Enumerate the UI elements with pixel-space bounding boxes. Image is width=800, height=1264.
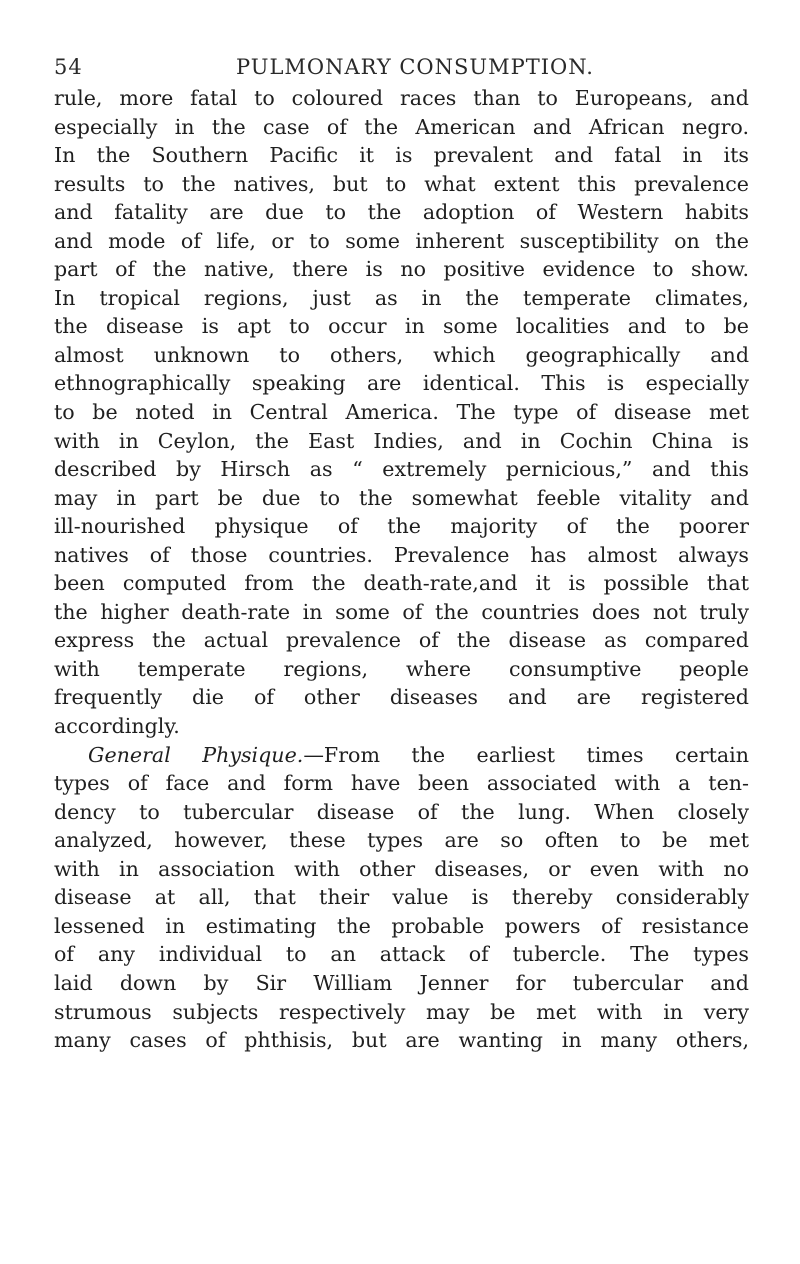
text-line: with in Ceylon, the East Indies, and in Cochin China is bbox=[54, 428, 749, 453]
text-line: almost unknown to others, which geographically and bbox=[54, 342, 749, 367]
page-number: 54 bbox=[54, 55, 83, 79]
text-line: frequently die of other diseases and are registered bbox=[54, 685, 749, 710]
section-first-line-text: —From the earliest times certain bbox=[303, 742, 749, 767]
text-line: express the actual prevalence of the disease as compared bbox=[54, 628, 749, 653]
text-line: lessened in estimating the probable powers of resistance bbox=[54, 913, 749, 938]
text-line: rule, more fatal to coloured races than to Europeans, and bbox=[54, 86, 749, 110]
text-line: analyzed, however, these types are so often to be met bbox=[54, 828, 749, 853]
section-heading: General Physique. bbox=[88, 742, 304, 767]
text-line: In the Southern Pacific it is prevalent and fatal in its bbox=[54, 143, 749, 168]
text-line: disease at all, that their value is thereby considerably bbox=[54, 885, 749, 910]
text-line: may in part be due to the somewhat feeble vitality and bbox=[54, 485, 749, 510]
text-line: been computed from the death-rate,and it is possible that bbox=[54, 571, 749, 596]
running-head bbox=[50, 55, 750, 81]
text-line: dency to tubercular disease of the lung. When closely bbox=[54, 799, 749, 824]
text-line: of any individual to an attack of tubercle. The types bbox=[54, 942, 749, 967]
text-line: laid down by Sir William Jenner for tubercular and bbox=[54, 970, 749, 995]
text-line: with in association with other diseases, or even with no bbox=[54, 856, 749, 881]
body-text bbox=[54, 84, 749, 1055]
text-line: In tropical regions, just as in the temperate climates, bbox=[54, 285, 749, 310]
section-first-line bbox=[54, 741, 749, 770]
text-line: many cases of phthisis, but are wanting in many others, bbox=[54, 1028, 749, 1053]
text-line: to be noted in Central America. The type of disease met bbox=[54, 400, 749, 425]
text-line: strumous subjects respectively may be met with in very bbox=[54, 999, 749, 1024]
text-line: ill-nourished physique of the majority of the poorer bbox=[54, 514, 749, 539]
text-line: natives of those countries. Prevalence has almost always bbox=[54, 542, 749, 567]
running-title: PULMONARY CONSUMPTION. bbox=[236, 55, 594, 79]
text-line: ethnographically speaking are identical. This is especially bbox=[54, 371, 749, 396]
text-line: the disease is apt to occur in some localities and to be bbox=[54, 314, 749, 339]
text-line: types of face and form have been associated with a ten- bbox=[54, 771, 749, 796]
text-line: results to the natives, but to what extent this prevalence bbox=[54, 171, 749, 196]
text-line: and fatality are due to the adoption of Western habits bbox=[54, 200, 749, 225]
text-line: accordingly. bbox=[54, 714, 180, 739]
text-line: especially in the case of the American and African negro. bbox=[54, 114, 749, 139]
text-line: the higher death-rate in some of the countries does not truly bbox=[54, 599, 749, 624]
text-line: with temperate regions, where consumptive people bbox=[54, 656, 749, 681]
text-line: part of the native, there is no positive evidence to show. bbox=[54, 257, 749, 282]
text-line: described by Hirsch as “ extremely pernicious,” and this bbox=[54, 457, 749, 482]
text-line: and mode of life, or to some inherent susceptibility on the bbox=[54, 228, 749, 253]
